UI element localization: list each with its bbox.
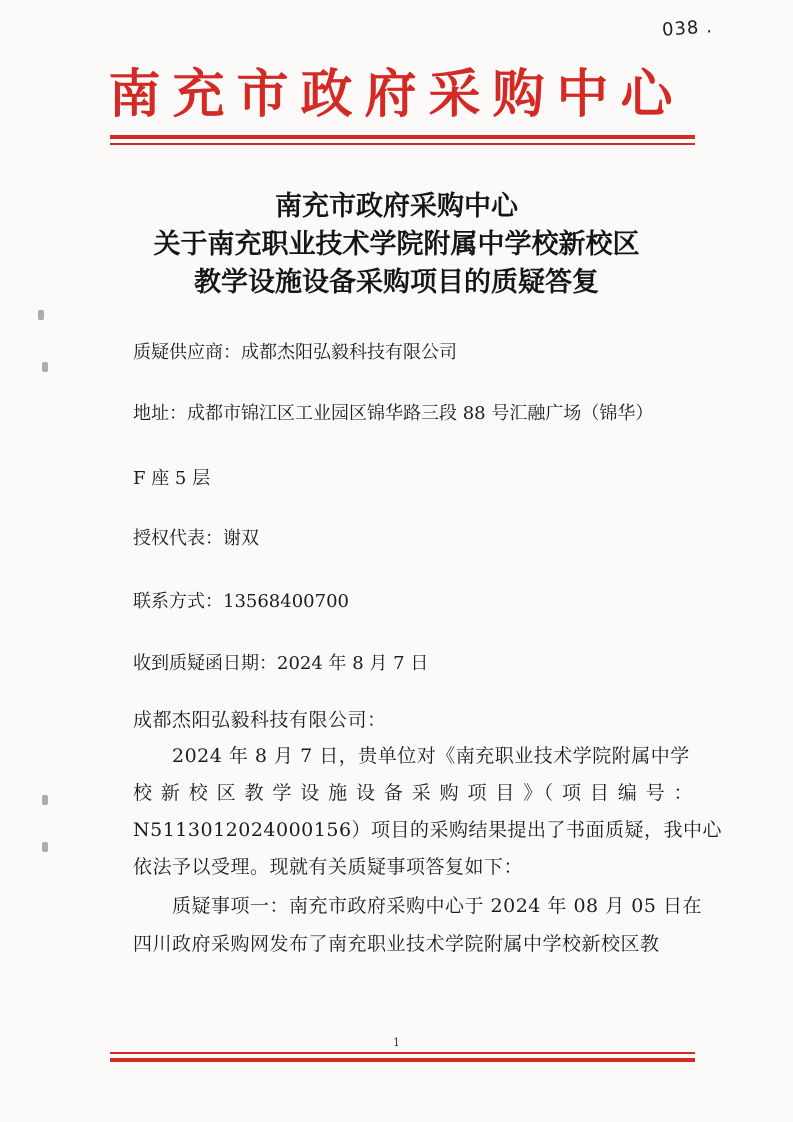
paragraph-1-line-2: 校 新 校 区 教 学 设 施 设 备 采 购 项 目 》（ 项 目 编 号 ： [133, 782, 693, 804]
page-number: 1 [393, 1036, 400, 1049]
paragraph-2-line-1: 质疑事项一：南充市政府采购中心于 2024 年 08 月 05 日在 [172, 895, 702, 917]
scan-mark [42, 795, 48, 805]
title-line-1: 南充市政府采购中心 [275, 191, 518, 222]
address-field: 地址：成都市锦江区工业园区锦华路三段 88 号汇融广场（锦华） [133, 403, 654, 424]
document-title [0, 188, 793, 302]
letterhead-rule-thin [110, 143, 695, 145]
handwritten-page-number: 038 . [661, 16, 714, 41]
received-date-field: 收到质疑函日期：2024 年 8 月 7 日 [133, 653, 429, 674]
address-continuation: F 座 5 层 [133, 468, 211, 489]
letterhead-rule-thick [110, 135, 695, 139]
paragraph-1-line-4: 依法予以受理。现就有关质疑事项答复如下： [133, 856, 524, 878]
scan-mark [42, 842, 48, 852]
representative-field: 授权代表：谢双 [133, 528, 259, 549]
scan-mark [38, 310, 44, 320]
title-line-2: 关于南充职业技术学院附属中学校新校区 [153, 229, 640, 260]
scan-mark [42, 362, 48, 372]
footer-rule-thick [110, 1058, 695, 1062]
footer-rule-thin [110, 1052, 695, 1054]
salutation: 成都杰阳弘毅科技有限公司： [133, 709, 387, 731]
paragraph-1-line-1: 2024 年 8 月 7 日，贵单位对《南充职业技术学院附属中学 [172, 745, 690, 767]
paragraph-1-line-3: N5113012024000156）项目的采购结果提出了书面质疑，我中心 [133, 819, 723, 841]
supplier-field: 质疑供应商：成都杰阳弘毅科技有限公司 [133, 342, 457, 363]
contact-field: 联系方式：13568400700 [133, 591, 349, 612]
paragraph-2-line-2: 四川政府采购网发布了南充职业技术学院附属中学校新校区教 [133, 933, 660, 955]
title-line-3: 教学设施设备采购项目的质疑答复 [194, 267, 599, 298]
letterhead-title: 南充市政府采购中心 [108, 64, 685, 125]
